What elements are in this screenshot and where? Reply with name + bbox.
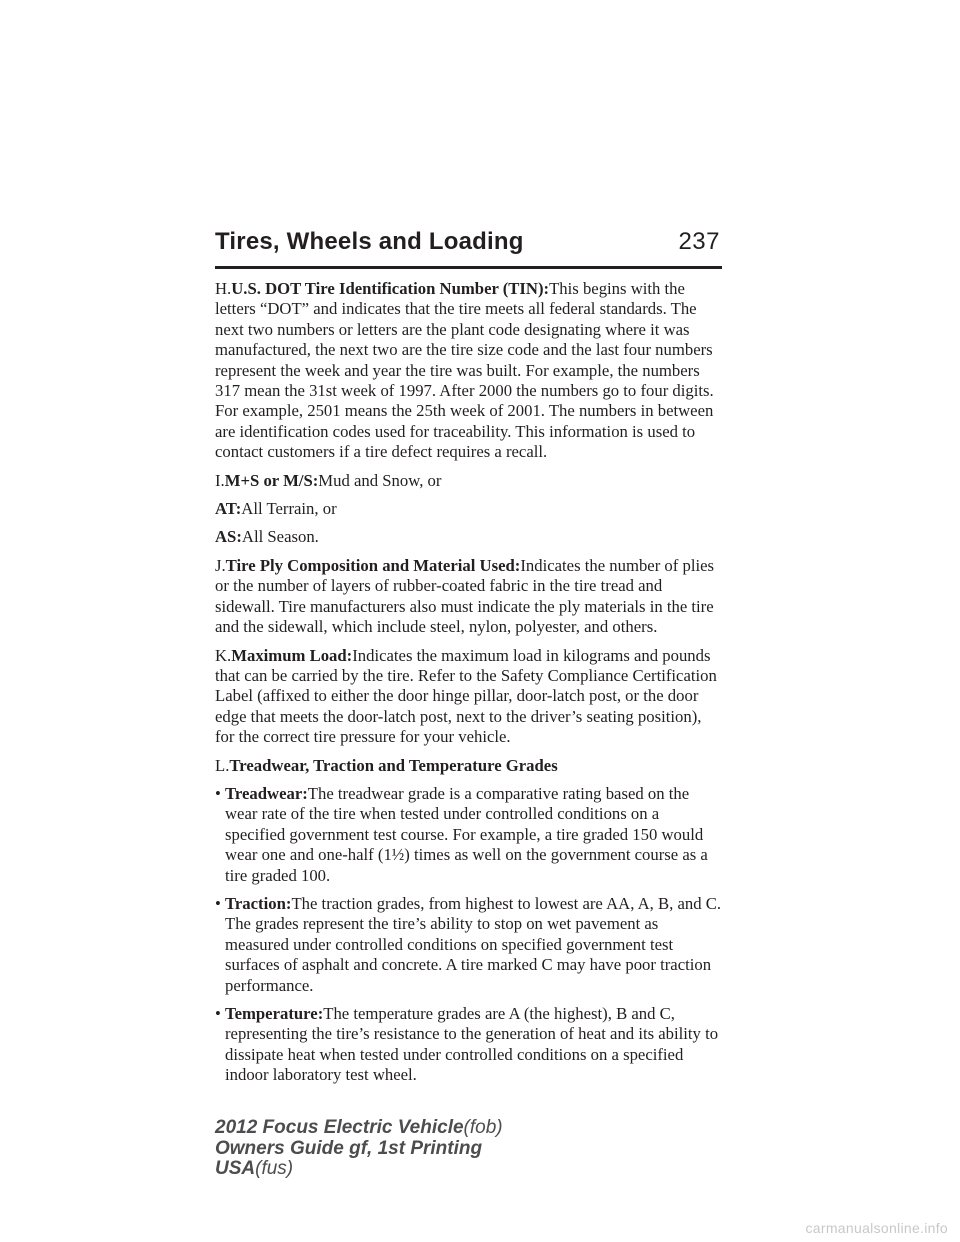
footer-guide: Owners Guide gf, 1st Printing: [215, 1137, 483, 1159]
bullet-term: Temperature:: [225, 1004, 324, 1023]
item-j: [215, 556, 722, 638]
footer-code: (fus): [255, 1158, 294, 1179]
page-header: [215, 226, 722, 269]
bullet-item: [215, 1004, 722, 1086]
bullet-term: Traction:: [225, 893, 292, 913]
item-text: Mud and Snow, or: [318, 470, 442, 490]
bullet-text: [225, 894, 722, 996]
bullet-item: [215, 894, 722, 996]
item-text: Indicates the maximum load in kilograms and pounds that can be carried by the tire. Refer to the Safety Compliance Certification Label (affixed to either the door hinge pillar, door-latch post, or the door edge that meets the door-latch post, next to the driver’s seating position), for the correct tire pressure for your vehicle.: [215, 645, 717, 747]
item-term: Treadwear, Traction and Temperature Grades: [229, 755, 558, 775]
bullet-icon: •: [215, 1004, 221, 1023]
footer-region: USA: [215, 1158, 256, 1179]
bullet-term: Treadwear:: [225, 783, 308, 803]
page-number: 237: [678, 228, 720, 255]
bullet-body: The traction grades, from highest to lowest are AA, A, B, and C. The grades represent the tire’s ability to stop on wet pavement as measured under controlled conditions on specified government test surfaces of asphalt and concrete. A tire marked C may have poor traction performance.: [225, 893, 722, 995]
page-footer: [215, 1118, 503, 1180]
item-i-line: [215, 471, 722, 491]
bullet-body: The treadwear grade is a comparative rating based on the wear rate of the tire when tested under controlled conditions on a specified government test course. For example, a tire graded 150 would wear one and one-half (1½) times as well on the government course as a tire graded 100.: [225, 783, 708, 885]
footer-code: (fob): [463, 1117, 503, 1138]
item-text: All Season.: [241, 527, 319, 547]
item-term: M+S or M/S:: [224, 470, 319, 490]
item-text: Indicates the number of plies or the number of layers of rubber-coated fabric in the tire tread and sidewall. Tire manufacturers also must indicate the ply materials in the tire and the sidewall, which include steel, nylon, polyester, and others.: [215, 555, 715, 637]
item-i-line: [215, 527, 722, 547]
item-text: All Terrain, or: [241, 499, 337, 519]
item-letter: L.: [215, 755, 230, 775]
item-h: [215, 279, 722, 463]
item-l: [215, 756, 722, 776]
footer-vehicle: 2012 Focus Electric Vehicle: [215, 1117, 464, 1138]
item-term: AS:: [215, 527, 242, 547]
item-k: [215, 646, 722, 748]
bullet-body: The temperature grades are A (the highest), B and C, representing the tire’s resistance to the generation of heat and its ability to dissipate heat when tested under controlled conditions on a specified indoor laboratory test wheel.: [225, 1004, 719, 1085]
section-title: Tires, Wheels and Loading: [215, 228, 524, 255]
item-letter: H.: [215, 279, 232, 298]
bullet-icon: •: [215, 783, 221, 803]
bullet-text: [225, 784, 722, 886]
bullet-text: [225, 1004, 722, 1086]
watermark: carmanualsonline.info: [805, 1220, 948, 1236]
item-letter: J.: [215, 555, 226, 575]
bullet-item: [215, 784, 722, 886]
item-term: Maximum Load:: [231, 645, 353, 665]
page-content: [215, 279, 722, 1094]
item-term: Tire Ply Composition and Material Used:: [225, 555, 521, 575]
item-term: AT:: [215, 499, 242, 519]
item-i-line: [215, 499, 722, 519]
item-i: [215, 471, 722, 548]
item-letter: I.: [215, 470, 225, 490]
footer-line: [215, 1118, 503, 1139]
item-term: U.S. DOT Tire Identification Number (TIN):: [231, 279, 550, 298]
footer-line: [215, 1159, 503, 1180]
item-letter: K.: [215, 645, 232, 665]
bullet-icon: •: [215, 893, 221, 913]
item-text: This begins with the letters “DOT” and indicates that the tire meets all federal standards. The next two numbers or letters are the plant code designating where it was manufactured, the next two are the tire size code and the last four numbers represent the week and year the tire was built. For example, the numbers 317 mean the 31st week of 1997. After 2000 the numbers go to four digits. For example, 2501 means the 25th week of 2001. The numbers in between are identification codes used for traceability. This information is used to contact customers if a tire defect requires a recall.: [215, 279, 714, 462]
